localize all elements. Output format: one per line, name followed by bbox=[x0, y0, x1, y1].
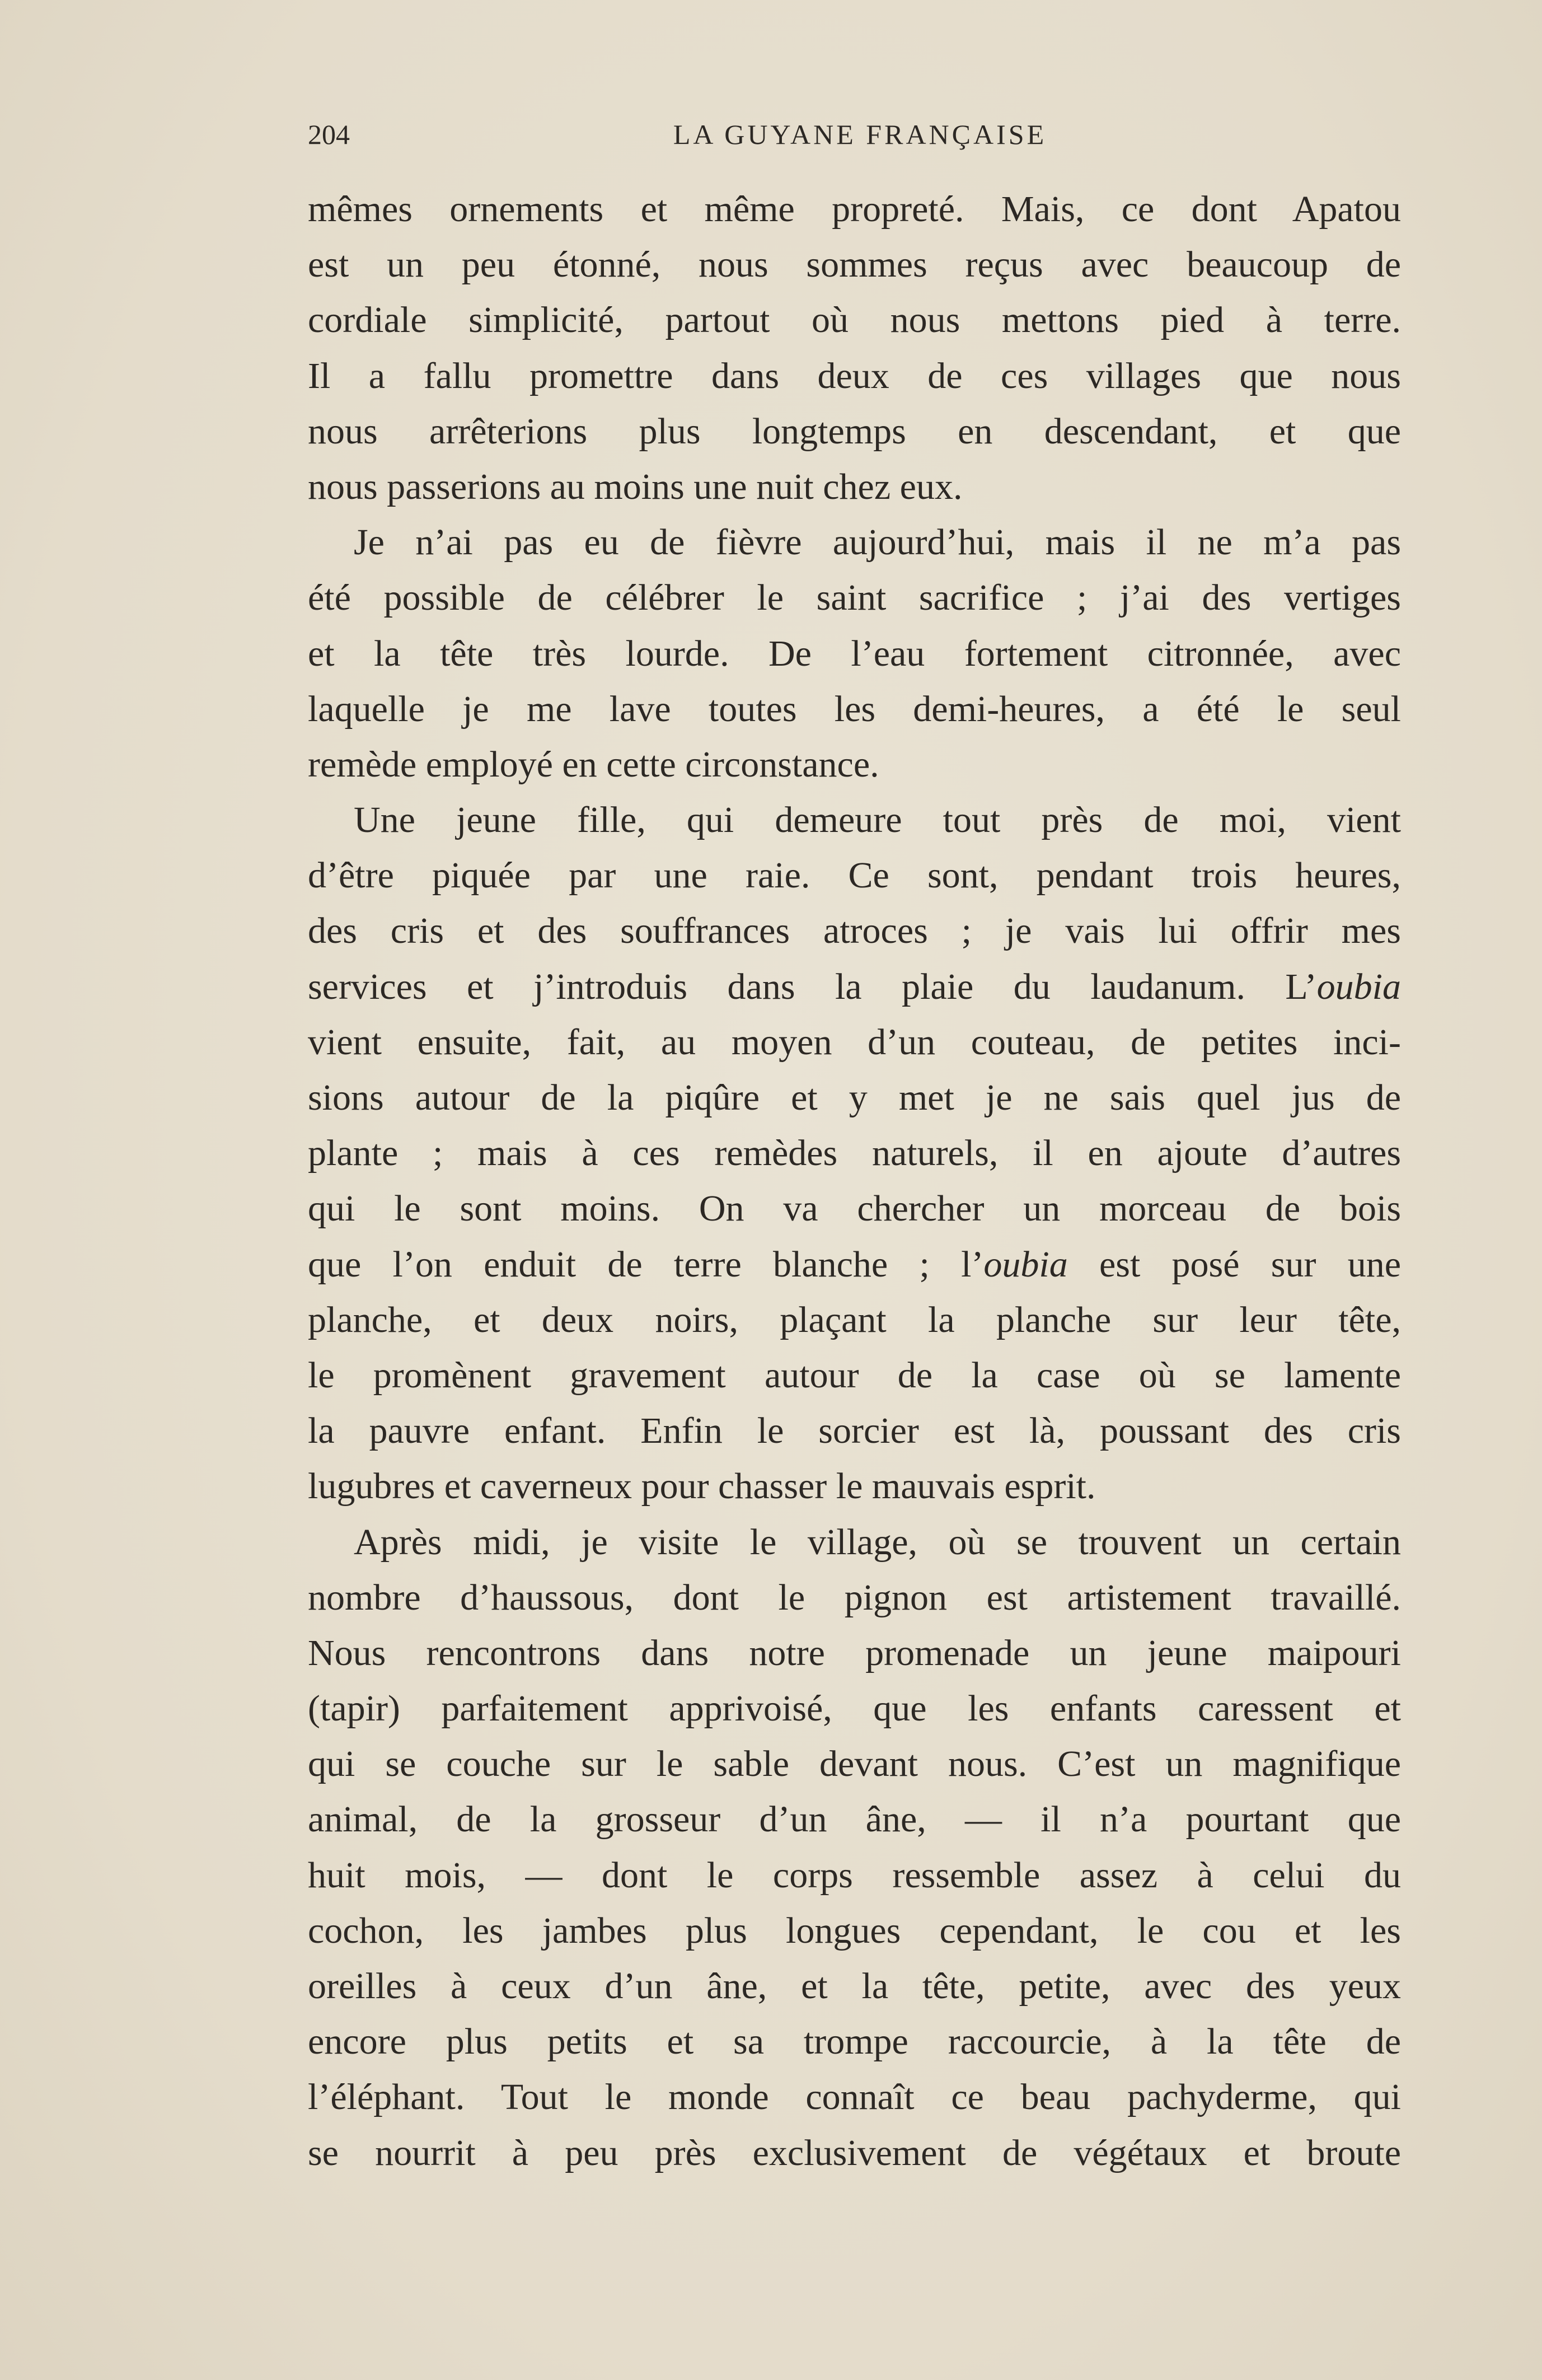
text-line bbox=[308, 1848, 1401, 1903]
text-line bbox=[308, 348, 1401, 404]
text-segment: est un peu étonné, nous sommes reçus avec beaucoup de bbox=[308, 244, 1401, 286]
text-line bbox=[308, 570, 1401, 625]
page-header bbox=[308, 115, 1401, 154]
text-line bbox=[308, 1181, 1401, 1236]
page-number: 204 bbox=[308, 119, 350, 150]
text-segment: Après midi, je visite le village, où se trouvent un certain bbox=[354, 1521, 1401, 1563]
text-line bbox=[308, 515, 1401, 570]
text-segment: services et j’introduis dans la plaie du laudanum. L’ bbox=[308, 966, 1317, 1007]
text-segment: remède employé en cette circonstance. bbox=[308, 744, 879, 785]
text-segment: mêmes ornements et même propreté. Mais, ce dont Apatou bbox=[308, 189, 1401, 230]
text-line bbox=[308, 2014, 1401, 2069]
text-segment: qui se couche sur le sable devant nous. C’est un magnifique bbox=[308, 1743, 1401, 1785]
text-segment: qui le sont moins. On va chercher un morceau de bois bbox=[308, 1188, 1401, 1229]
text-line bbox=[308, 1625, 1401, 1681]
text-segment: (tapir) parfaitement apprivoisé, que les enfants caressent et bbox=[308, 1688, 1401, 1729]
text-segment: planche, et deux noirs, plaçant la planche sur leur tête, bbox=[308, 1299, 1401, 1340]
text-line bbox=[308, 1514, 1401, 1570]
text-line bbox=[308, 1903, 1401, 1958]
text-line bbox=[308, 1237, 1401, 1292]
text-segment: Une jeune fille, qui demeure tout près de moi, vient bbox=[354, 799, 1401, 841]
text-line bbox=[308, 1070, 1401, 1125]
text-line bbox=[308, 237, 1401, 292]
text-segment: la pauvre enfant. Enfin le sorcier est là, poussant des cris bbox=[308, 1410, 1401, 1452]
text-segment: Je n’ai pas eu de fièvre aujourd’hui, mais il ne m’a pas bbox=[354, 522, 1401, 563]
text-line bbox=[308, 1458, 1401, 1514]
text-line bbox=[308, 181, 1401, 237]
text-line bbox=[308, 737, 1401, 792]
italic-term: oubia bbox=[1316, 966, 1401, 1007]
text-segment: huit mois, — dont le corps ressemble assez à celui du bbox=[308, 1854, 1401, 1896]
text-segment: été possible de célébrer le saint sacrifice ; j’ai des vertiges bbox=[308, 577, 1401, 619]
text-line bbox=[308, 1403, 1401, 1458]
text-line bbox=[308, 903, 1401, 958]
text-line bbox=[308, 292, 1401, 348]
text-segment: que l’on enduit de terre blanche ; l’ bbox=[308, 1243, 984, 1285]
text-line bbox=[308, 1792, 1401, 1847]
text-line bbox=[308, 1125, 1401, 1181]
text-line bbox=[308, 1570, 1401, 1625]
text-line bbox=[308, 848, 1401, 903]
text-segment: encore plus petits et sa trompe raccourcie, à la tête de bbox=[308, 2021, 1401, 2063]
text-segment: des cris et des souffrances atroces ; je vais lui offrir mes bbox=[308, 910, 1401, 952]
text-segment: laquelle je me lave toutes les demi-heures, a été le seul bbox=[308, 688, 1401, 730]
text-line bbox=[308, 792, 1401, 848]
text-line bbox=[308, 681, 1401, 737]
text-segment: nous passerions au moins une nuit chez eux. bbox=[308, 466, 963, 507]
text-segment: le promènent gravement autour de la case où se lamente bbox=[308, 1354, 1401, 1396]
text-segment: lugubres et caverneux pour chasser le mauvais esprit. bbox=[308, 1466, 1096, 1507]
text-segment: oreilles à ceux d’un âne, et la tête, petite, avec des yeux bbox=[308, 1966, 1401, 2007]
body-text bbox=[308, 181, 1401, 2181]
text-line bbox=[308, 2125, 1401, 2181]
text-segment: vient ensuite, fait, au moyen d’un couteau, de petites inci- bbox=[308, 1021, 1401, 1063]
text-line bbox=[308, 404, 1401, 459]
text-line bbox=[308, 2069, 1401, 2125]
text-line bbox=[308, 1348, 1401, 1403]
text-line bbox=[308, 1014, 1401, 1070]
text-segment: l’éléphant. Tout le monde connaît ce beau pachyderme, qui bbox=[308, 2077, 1401, 2118]
text-line bbox=[308, 1958, 1401, 2014]
text-line bbox=[308, 459, 1401, 515]
text-segment: d’être piquée par une raie. Ce sont, pendant trois heures, bbox=[308, 855, 1401, 896]
text-line bbox=[308, 1292, 1401, 1348]
italic-term: oubia bbox=[983, 1243, 1068, 1285]
text-segment: nombre d’haussous, dont le pignon est artistement travaillé. bbox=[308, 1577, 1401, 1618]
text-segment: se nourrit à peu près exclusivement de végétaux et broute bbox=[308, 2132, 1401, 2173]
text-line bbox=[308, 626, 1401, 681]
text-segment: cochon, les jambes plus longues cependant, le cou et les bbox=[308, 1910, 1401, 1951]
text-segment: animal, de la grosseur d’un âne, — il n’a pourtant que bbox=[308, 1799, 1401, 1840]
text-segment: sions autour de la piqûre et y met je ne sais quel jus de bbox=[308, 1077, 1401, 1118]
text-line bbox=[308, 1681, 1401, 1736]
text-segment: est posé sur une bbox=[1067, 1243, 1401, 1285]
text-segment: Il a fallu promettre dans deux de ces villages que nous bbox=[308, 355, 1401, 396]
running-title: LA GUYANE FRANÇAISE bbox=[673, 119, 1047, 150]
text-segment: nous arrêterions plus longtemps en descendant, et que bbox=[308, 410, 1401, 452]
text-segment: et la tête très lourde. De l’eau fortement citronnée, avec bbox=[308, 633, 1401, 674]
text-segment: cordiale simplicité, partout où nous mettons pied à terre. bbox=[308, 300, 1401, 341]
text-line bbox=[308, 959, 1401, 1014]
text-segment: plante ; mais à ces remèdes naturels, il en ajoute d’autres bbox=[308, 1133, 1401, 1174]
text-segment: Nous rencontrons dans notre promenade un jeune maipouri bbox=[308, 1632, 1401, 1673]
text-line bbox=[308, 1736, 1401, 1792]
